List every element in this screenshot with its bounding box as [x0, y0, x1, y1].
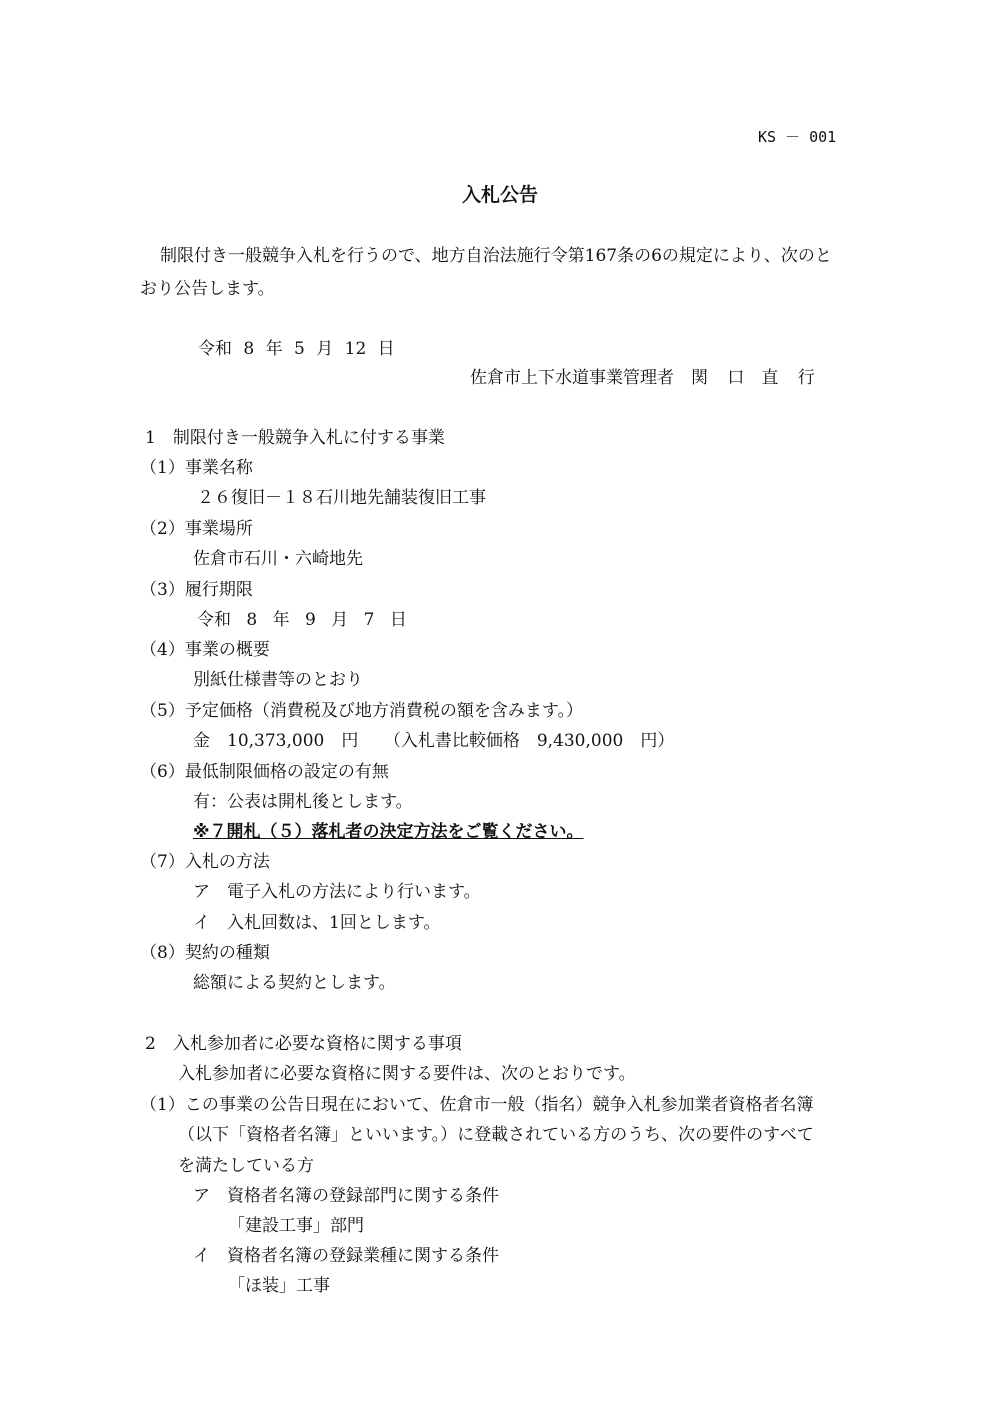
section-1-heading: 1 制限付き一般競争入札に付する事業	[145, 428, 445, 448]
issuer-name: 佐倉市上下水道事業管理者 関 口 直 行	[470, 368, 815, 388]
notice-date: 令和 8 年 5 月 12 日	[198, 339, 395, 359]
item-minimum-price-value: 有：公表は開札後とします。	[193, 792, 413, 812]
item-bid-method-line-a: ア 電子入札の方法により行います。	[193, 882, 481, 902]
item-bid-method-label: （7）入札の方法	[140, 852, 270, 872]
item-bid-method-line-i: イ 入札回数は、1回とします。	[193, 913, 441, 933]
condition-i-label: イ 資格者名簿の登録業種に関する条件	[193, 1246, 499, 1266]
condition-i-value: 「ほ装」工事	[228, 1276, 330, 1296]
item-estimated-price-value: 金 10,373,000 円 （入札書比較価格 9,430,000 円）	[193, 731, 675, 751]
item-contract-type-label: （8）契約の種類	[140, 943, 270, 963]
page-title: 入札公告	[461, 184, 538, 206]
qualification-item-1-line-3: を満たしている方	[178, 1156, 314, 1176]
item-overview-label: （4）事業の概要	[140, 640, 270, 660]
qualification-item-1-line-2: （以下「資格者名簿」といいます。）に登載されている方のうち、次の要件のすべて	[178, 1125, 814, 1145]
intro-text-line-2: おり公告します。	[140, 279, 275, 299]
section-2-heading: 2 入札参加者に必要な資格に関する事項	[145, 1034, 462, 1054]
item-contract-type-value: 総額による契約とします。	[193, 973, 396, 993]
item-project-location-label: （2）事業場所	[140, 519, 253, 539]
item-minimum-price-note: ※７開札（５）落札者の決定方法をご覧ください。	[193, 822, 584, 842]
item-deadline-value: 令和 8 年 9 月 7 日	[197, 610, 407, 630]
condition-a-value: 「建設工事」部門	[228, 1216, 364, 1236]
qualification-item-1-line-1: （1）この事業の公告日現在において、佐倉市一般（指名）競争入札参加業者資格者名簿	[140, 1095, 814, 1115]
intro-text-line-1: 制限付き一般競争入札を行うので、地方自治法施行令第167条の6の規定により、次のと	[160, 246, 832, 266]
item-deadline-label: （3）履行期限	[140, 580, 253, 600]
item-project-name-value: ２６復旧－１８石川地先舗装復旧工事	[197, 488, 486, 508]
condition-a-label: ア 資格者名簿の登録部門に関する条件	[193, 1186, 499, 1206]
section-2-intro: 入札参加者に必要な資格に関する要件は、次のとおりです。	[178, 1064, 636, 1084]
document-number: KS － 001	[758, 128, 837, 146]
item-project-location-value: 佐倉市石川・六崎地先	[193, 549, 363, 569]
item-minimum-price-label: （6）最低制限価格の設定の有無	[140, 762, 389, 782]
item-estimated-price-label: （5）予定価格（消費税及び地方消費税の額を含みます。）	[140, 701, 583, 721]
item-overview-value: 別紙仕様書等のとおり	[193, 670, 363, 690]
item-project-name-label: （1）事業名称	[140, 458, 253, 478]
